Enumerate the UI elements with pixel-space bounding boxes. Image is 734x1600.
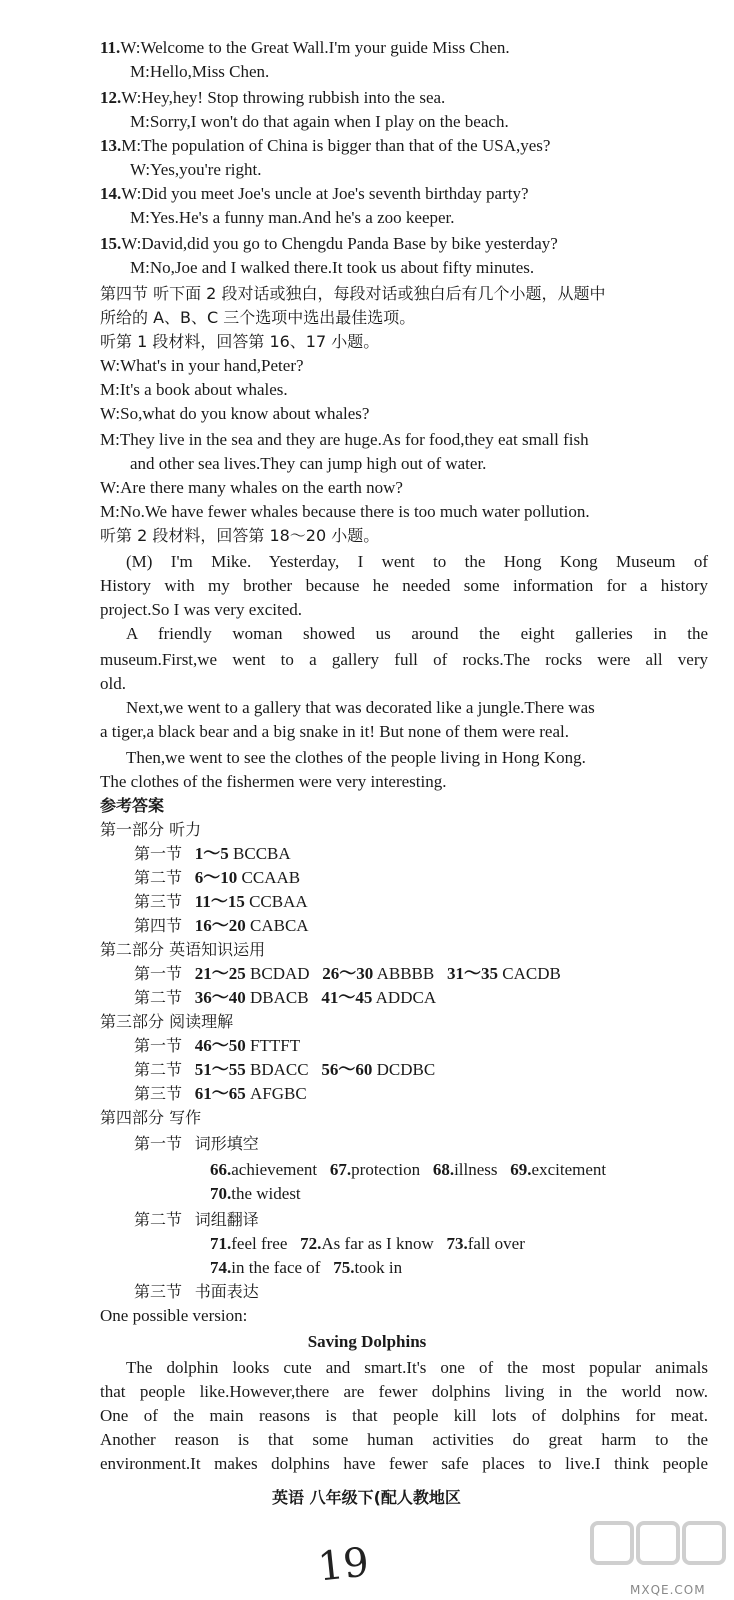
writing-section-1: 第一节 词形填空 xyxy=(134,1134,259,1153)
material-1-line: M:They live in the sea and they are huge.As for food,they eat small fish xyxy=(100,430,589,449)
material-1-heading: 听第 1 段材料，回答第 16、17 小题。 xyxy=(100,332,380,351)
material-2-heading: 听第 2 段材料，回答第 18～20 小题。 xyxy=(100,526,380,545)
dialogue-11-reply: M:Hello,Miss Chen. xyxy=(130,62,270,81)
part-3-title: 第三部分 阅读理解 xyxy=(100,1012,234,1031)
writing-section-3: 第三节 书面表达 xyxy=(134,1282,259,1301)
page-number: 19 xyxy=(315,1539,372,1591)
dialogue-13: 13.M:The population of China is bigger than that of the USA,yes? xyxy=(100,136,551,155)
material-2-line: a tiger,a black bear and a big snake in it! But none of them were real. xyxy=(100,722,569,741)
dialogue-14: 14.W:Did you meet Joe's uncle at Joe's seventh birthday party? xyxy=(100,184,529,203)
dialogue-11: 11.W:Welcome to the Great Wall.I'm your guide Miss Chen. xyxy=(100,38,510,57)
section4-instruction-2: 所给的 A、B、C 三个选项中选出最佳选项。 xyxy=(100,308,416,327)
possible-version-label: One possible version: xyxy=(100,1306,248,1325)
material-2-line: History with my brother because he needed some information for a history xyxy=(100,576,708,595)
answer-row: 第一节 1～5 BCCBA xyxy=(134,844,291,863)
dialogue-14-reply: M:Yes.He's a funny man.And he's a zoo keeper. xyxy=(130,208,455,227)
answers-heading: 参考答案 xyxy=(100,796,165,815)
essay-line: The dolphin looks cute and smart.It's one of the most popular animals xyxy=(126,1358,708,1377)
material-2-line: old. xyxy=(100,674,126,693)
part-2-title: 第二部分 英语知识运用 xyxy=(100,940,266,959)
dialogue-12-reply: M:Sorry,I won't do that again when I play on the beach. xyxy=(130,112,509,131)
answer-row: 第一节 21～25 BCDAD 26～30 ABBBB 31～35 CACDB xyxy=(134,964,561,983)
answer-row: 第二节 51～55 BDACC 56～60 DCDBC xyxy=(134,1060,436,1079)
essay-title: Saving Dolphins xyxy=(307,1332,427,1351)
watermark-text: MXQE.COM xyxy=(630,1583,706,1597)
dialogue-15-reply: M:No,Joe and I walked there.It took us about fifty minutes. xyxy=(130,258,535,277)
material-2-line: Then,we went to see the clothes of the people living in Hong Kong. xyxy=(126,748,586,767)
answer-row: 第四节 16～20 CABCA xyxy=(134,916,309,935)
material-1-line: W:So,what do you know about whales? xyxy=(100,404,370,423)
material-2-line: Next,we went to a gallery that was decorated like a jungle.There was xyxy=(126,698,595,717)
material-2-line: The clothes of the fishermen were very interesting. xyxy=(100,772,447,791)
answer-row: 70.the widest xyxy=(210,1184,301,1203)
dialogue-12: 12.W:Hey,hey! Stop throwing rubbish into the sea. xyxy=(100,88,446,107)
material-2-line: project.So I was very excited. xyxy=(100,600,303,619)
writing-section-2: 第二节 词组翻译 xyxy=(134,1210,259,1229)
material-1-line: W:What's in your hand,Peter? xyxy=(100,356,304,375)
essay-line: environment.It makes dolphins have fewer safe places to live.I think people xyxy=(100,1454,708,1473)
answer-row: 71.feel free 72.As far as I know 73.fall over xyxy=(210,1234,525,1253)
dialogue-15: 15.W:David,did you go to Chengdu Panda Base by bike yesterday? xyxy=(100,234,558,253)
answer-row: 第三节 61～65 AFGBC xyxy=(134,1084,307,1103)
material-1-line: and other sea lives.They can jump high out of water. xyxy=(130,454,487,473)
answer-row: 74.in the face of 75.took in xyxy=(210,1258,403,1277)
section4-instruction-1: 第四节 听下面 2 段对话或独白，每段对话或独白后有几个小题，从题中 xyxy=(100,284,606,303)
answer-row: 第一节 46～50 FTTFT xyxy=(134,1036,301,1055)
answer-row: 第三节 11～15 CCBAA xyxy=(134,892,308,911)
material-1-line: M:It's a book about whales. xyxy=(100,380,288,399)
essay-line: One of the main reasons is that people kill lots of dolphins for meat. xyxy=(100,1406,708,1425)
material-2-line: A friendly woman showed us around the eight galleries in the xyxy=(126,624,708,643)
essay-line: Another reason is that some human activities do great harm to the xyxy=(100,1430,708,1449)
dialogue-13-reply: W:Yes,you're right. xyxy=(130,160,262,179)
part-4-title: 第四部分 写作 xyxy=(100,1108,202,1127)
material-1-line: M:No.We have fewer whales because there is too much water pollution. xyxy=(100,502,590,521)
page-footer: 英语 八年级下(配人教地区 xyxy=(272,1488,461,1507)
material-2-line: museum.First,we went to a gallery full of rocks.The rocks were all very xyxy=(100,650,708,669)
watermark-logo xyxy=(588,1515,728,1590)
answer-row: 第二节 36～40 DBACB 41～45 ADDCA xyxy=(134,988,437,1007)
material-2-line: (M) I'm Mike. Yesterday, I went to the Hong Kong Museum of xyxy=(126,552,708,571)
essay-line: that people like.However,there are fewer dolphins living in the world now. xyxy=(100,1382,708,1401)
answer-row: 第二节 6～10 CCAAB xyxy=(134,868,301,887)
part-1-title: 第一部分 听力 xyxy=(100,820,202,839)
answer-row: 66.achievement 67.protection 68.illness 69.excitement xyxy=(210,1160,607,1179)
material-1-line: W:Are there many whales on the earth now? xyxy=(100,478,403,497)
